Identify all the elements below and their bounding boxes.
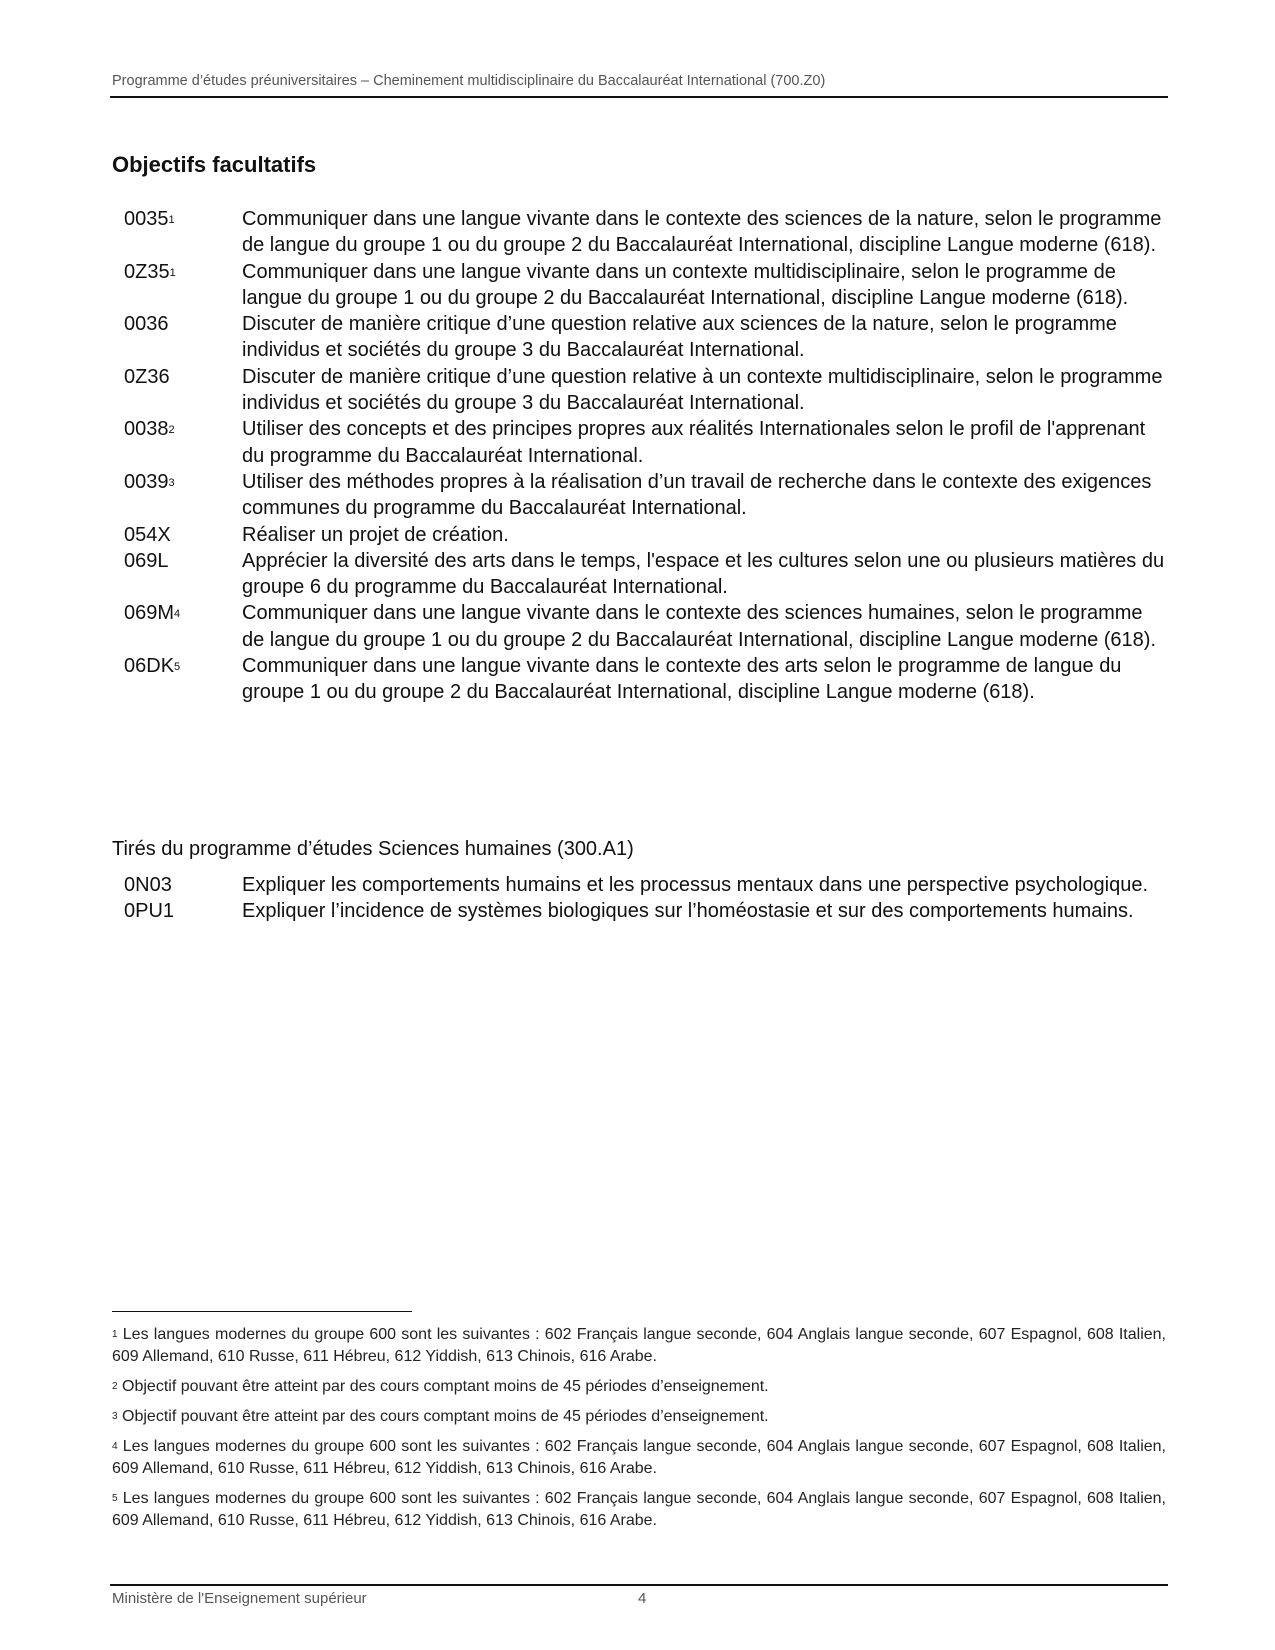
footnote-text: Les langues modernes du groupe 600 sont les suivantes : 602 Français langue seconde, 604 Anglais langue seconde, 607 Espagnol, 608 Italien, 609 Allemand, 610 Russe, 611 Hébreu, 612 Yiddish, 613 Chinois, 616 Arabe. (112, 1490, 1166, 1529)
footnote-ref[interactable]: 5 (174, 661, 181, 674)
objective-text: Expliquer l’incidence de systèmes biologiques sur l’homéostasie et sur des comportements humains. (242, 900, 1134, 923)
footer-rule (110, 1584, 1168, 1586)
objective-code (124, 600, 242, 653)
footnote-text: Les langues modernes du groupe 600 sont les suivantes : 602 Français langue seconde, 604 Anglais langue seconde, 607 Espagnol, 608 Italien, 609 Allemand, 610 Russe, 611 Hébreu, 612 Yiddish, 613 Chinois, 616 Arabe. (112, 1438, 1166, 1477)
footnote-number: 3 (112, 1411, 118, 1422)
objective-code (124, 259, 242, 312)
footnote-ref[interactable]: 3 (168, 476, 175, 489)
footnote-number: 2 (112, 1381, 118, 1392)
code-text: 0PU1 (124, 900, 175, 923)
code-text: 06DK (124, 655, 175, 678)
objective-item (124, 364, 1169, 417)
footnote-number: 5 (112, 1493, 118, 1504)
subsection-title: Tirés du programme d’études Sciences humaines (300.A1) (112, 838, 634, 860)
objectives-list (124, 206, 1169, 706)
footnote-ref[interactable]: 1 (168, 214, 175, 226)
objective-code (124, 653, 242, 706)
footnote-ref[interactable]: 1 (169, 266, 176, 279)
objective-code (124, 364, 242, 417)
footnote-number: 1 (112, 1329, 118, 1340)
code-text: 0035 (124, 208, 169, 230)
running-header: Programme d’études préuniversitaires – Cheminement multidisciplinaire du Baccalauréat International (700.Z0) (112, 73, 826, 89)
objective-item (124, 469, 1169, 522)
objective-item (124, 548, 1169, 601)
objectives-list-sciences-humaines (124, 872, 1169, 925)
objective-code (124, 469, 242, 522)
code-text: 0036 (124, 313, 169, 336)
footnote-number: 4 (112, 1441, 118, 1452)
footnote-ref[interactable]: 4 (174, 608, 181, 621)
objective-code (124, 416, 242, 469)
objective-item (124, 522, 1169, 548)
code-text: 0N03 (124, 874, 172, 896)
code-text: 0Z36 (124, 365, 170, 388)
page-number: 4 (638, 1590, 647, 1607)
objective-item (124, 898, 1169, 924)
objective-item (124, 416, 1169, 469)
objective-item (124, 600, 1169, 653)
code-text: 0038 (124, 418, 169, 441)
code-text: 0039 (124, 470, 169, 493)
footnote-text: Les langues modernes du groupe 600 sont les suivantes : 602 Français langue seconde, 604 Anglais langue seconde, 607 Espagnol, 608 Italien, 609 Allemand, 610 Russe, 611 Hébreu, 612 Yiddish, 613 Chinois, 616 Arabe. (112, 1326, 1166, 1365)
code-text: 069L (124, 549, 169, 572)
code-text: 0Z35 (124, 260, 170, 283)
footnote-text: Objectif pouvant être atteint par des cours comptant moins de 45 périodes d’enseignement. (122, 1408, 769, 1425)
section-title: Objectifs facultatifs (112, 152, 317, 177)
objective-code (124, 522, 242, 548)
footnote-text: Objectif pouvant être atteint par des cours comptant moins de 45 périodes d’enseignement. (122, 1378, 769, 1395)
objective-item (124, 653, 1169, 706)
objective-code (124, 311, 242, 364)
objective-code (124, 898, 242, 924)
objective-item (124, 206, 1169, 259)
objective-text: Communiquer dans une langue vivante dans un contexte multidisciplinaire, selon le programme de langue du groupe 1 ou du groupe 2 du Baccalauréat International, discipline Langue moderne (618). (242, 260, 1129, 309)
objective-item (124, 259, 1169, 312)
footnote-rule (112, 1311, 412, 1312)
footnote (112, 1488, 1166, 1532)
objective-text: Discuter de manière critique d’une question relative à un contexte multidisciplinaire, selon le programme individus et sociétés du groupe 3 du Baccalauréat International. (242, 365, 1163, 415)
objective-text: Utiliser des méthodes propres à la réalisation d’un travail de recherche dans le contexte des exigences communes du programme du Baccalauréat International. (242, 470, 1152, 520)
code-text: 069M (124, 602, 175, 625)
objective-text: Expliquer les comportements humains et les processus mentaux dans une perspective psychologique. (242, 874, 1149, 896)
objective-code (124, 206, 242, 259)
objective-text: Apprécier la diversité des arts dans le temps, l'espace et les cultures selon une ou plusieurs matières du groupe 6 du programme du Baccalauréat International. (242, 549, 1165, 599)
objective-text: Communiquer dans une langue vivante dans le contexte des arts selon le programme de langue du groupe 1 ou du groupe 2 du Baccalauréat International, discipline Langue moderne (618). (242, 655, 1122, 704)
footnote (112, 1376, 1166, 1398)
footnote-ref[interactable]: 2 (168, 424, 175, 437)
objective-code (124, 548, 242, 601)
objective-item (124, 311, 1169, 364)
footer-ministry: Ministère de l'Enseignement supérieur (112, 1590, 367, 1607)
objective-text: Réaliser un projet de création. (242, 523, 509, 546)
objective-text: Communiquer dans une langue vivante dans le contexte des sciences de la nature, selon le programme de langue du groupe 1 ou du groupe 2 du Baccalauréat International, discipline Langue moderne (618). (242, 208, 1162, 257)
objective-item (124, 872, 1169, 898)
footnote (112, 1436, 1166, 1480)
objective-text: Utiliser des concepts et des principes propres aux réalités Internationales selon le profil de l'apprenant du programme du Baccalauréat International. (242, 418, 1146, 467)
objective-text: Discuter de manière critique d’une question relative aux sciences de la nature, selon le programme individus et sociétés du groupe 3 du Baccalauréat International. (242, 313, 1117, 362)
footnotes (112, 1324, 1166, 1540)
footnote (112, 1406, 1166, 1428)
objective-code (124, 872, 242, 898)
objective-text: Communiquer dans une langue vivante dans le contexte des sciences humaines, selon le programme de langue du groupe 1 ou du groupe 2 du Baccalauréat International, discipline Langue moderne (618). (242, 602, 1156, 651)
code-text: 054X (124, 523, 171, 546)
footnote (112, 1324, 1166, 1368)
header-rule (110, 96, 1168, 98)
